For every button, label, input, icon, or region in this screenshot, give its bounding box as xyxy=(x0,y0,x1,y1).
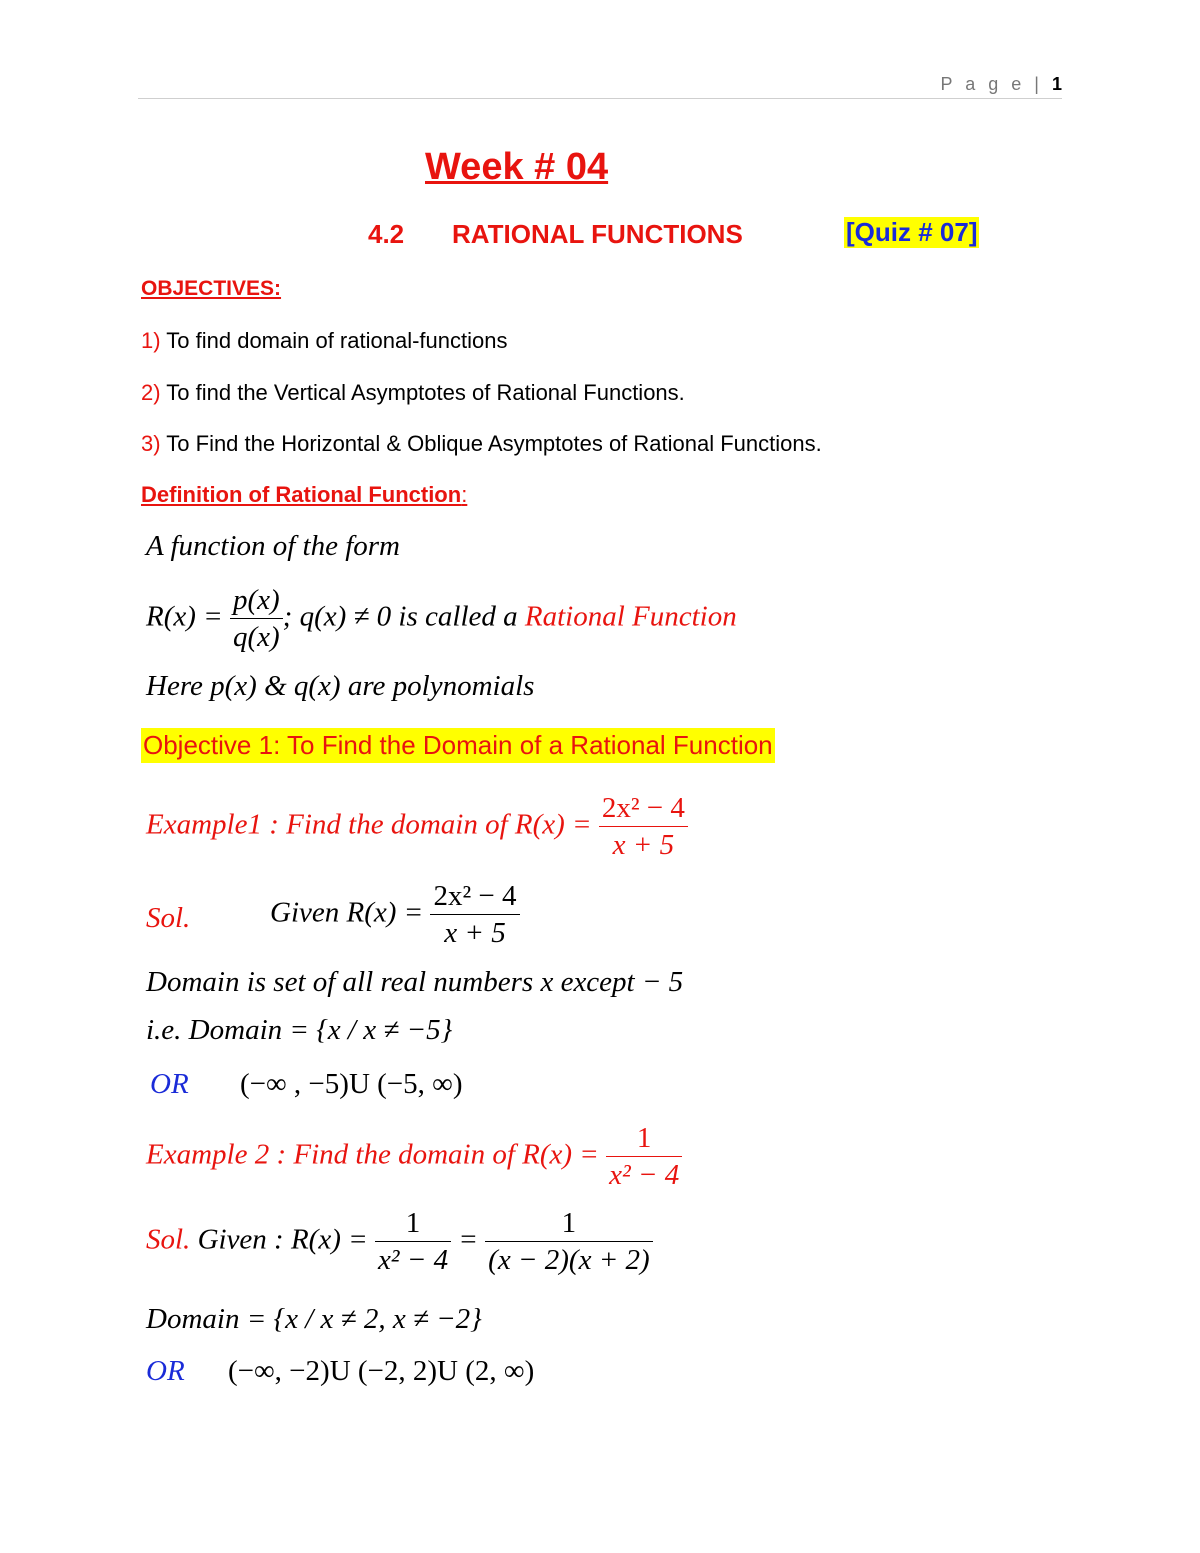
objective-item xyxy=(141,380,685,406)
page-separator: | xyxy=(1034,74,1043,94)
definition-heading-text: Definition of Rational Function xyxy=(141,482,462,507)
objective-number: 3) xyxy=(141,431,161,456)
page-word: P a g e xyxy=(940,74,1026,94)
definition-colon: : xyxy=(461,482,468,507)
example-2-or: OR xyxy=(146,1355,185,1387)
definition-line-1: A function of the form xyxy=(146,530,401,562)
example-2-text: Example 2 : Find the domain of R(x) = xyxy=(146,1138,599,1171)
example-2-fraction xyxy=(606,1120,682,1194)
equals-sign: = xyxy=(458,1223,478,1256)
fraction-denominator: (x − 2)(x + 2) xyxy=(488,1244,650,1277)
objectives-heading: OBJECTIVES: xyxy=(141,277,282,300)
objective-text: To find the Vertical Asymptotes of Rational Functions. xyxy=(160,380,685,405)
fraction-numerator: 2x² − 4 xyxy=(430,878,519,915)
example-2-interval: (−∞, −2)U (−2, 2)U (2, ∞) xyxy=(228,1355,535,1387)
definition-heading xyxy=(141,482,467,508)
fraction-numerator: 1 xyxy=(606,1120,682,1157)
objective-1-banner: Objective 1: To Find the Domain of a Rational Function xyxy=(141,728,775,763)
objective-number: 2) xyxy=(141,380,161,405)
example-2-prompt xyxy=(146,1120,682,1194)
fraction-denominator: q(x) xyxy=(232,621,280,654)
page-header xyxy=(138,70,1062,99)
example-1-domain-set: i.e. Domain = {x / x ≠ −5} xyxy=(146,1014,453,1046)
objective-text: To Find the Horizontal & Oblique Asymptotes of Rational Functions. xyxy=(160,431,822,456)
formula-condition: ; q(x) ≠ 0 is called a xyxy=(282,600,525,633)
example-1-fraction xyxy=(599,790,688,864)
section-number: 4.2 xyxy=(368,219,405,249)
objective-item xyxy=(141,431,822,457)
given-text: Given : R(x) = xyxy=(197,1223,368,1256)
example-1-or: OR xyxy=(150,1068,189,1100)
week-title: Week # 04 xyxy=(425,146,609,188)
example-1-sol-label: Sol. xyxy=(146,902,191,934)
fraction-denominator: x + 5 xyxy=(612,829,675,862)
fraction-denominator: x² − 4 xyxy=(377,1244,449,1277)
example-1-interval: (−∞ , −5)U (−5, ∞) xyxy=(240,1068,463,1100)
page-number-label xyxy=(941,74,1062,95)
example-1-prompt xyxy=(146,790,688,864)
example-1-given xyxy=(270,878,520,952)
quiz-badge: [Quiz # 07] xyxy=(846,217,978,247)
example-1-text: Example1 : Find the domain of R(x) = xyxy=(146,808,592,841)
definition-fraction xyxy=(230,582,283,656)
objective-text: To find domain of rational-functions xyxy=(160,328,508,353)
definition-line-3: Here p(x) & q(x) are polynomials xyxy=(146,670,535,702)
page-number: 1 xyxy=(1051,74,1062,94)
formula-lhs: R(x) = xyxy=(146,600,230,633)
example-2-sol-label: Sol. xyxy=(146,1223,191,1256)
example-2-given-fraction xyxy=(375,1205,451,1279)
fraction-numerator: 1 xyxy=(485,1205,653,1242)
fraction-numerator: p(x) xyxy=(230,582,283,619)
objective-number: 1) xyxy=(141,328,161,353)
example-1-given-fraction xyxy=(430,878,519,952)
objective-item xyxy=(141,328,507,354)
definition-formula xyxy=(146,582,737,656)
fraction-numerator: 1 xyxy=(375,1205,451,1242)
fraction-denominator: x + 5 xyxy=(444,917,506,950)
example-2-factored-fraction xyxy=(485,1205,653,1279)
example-2-solution xyxy=(146,1205,653,1279)
example-1-domain-line: Domain is set of all real numbers x except − 5 xyxy=(146,966,684,998)
section-title: RATIONAL FUNCTIONS xyxy=(452,219,743,249)
given-text: Given R(x) = xyxy=(270,896,424,929)
rational-function-term: Rational Function xyxy=(524,600,737,633)
fraction-numerator: 2x² − 4 xyxy=(599,790,688,827)
fraction-denominator: x² − 4 xyxy=(609,1159,680,1192)
example-2-domain-set: Domain = {x / x ≠ 2, x ≠ −2} xyxy=(146,1303,482,1335)
